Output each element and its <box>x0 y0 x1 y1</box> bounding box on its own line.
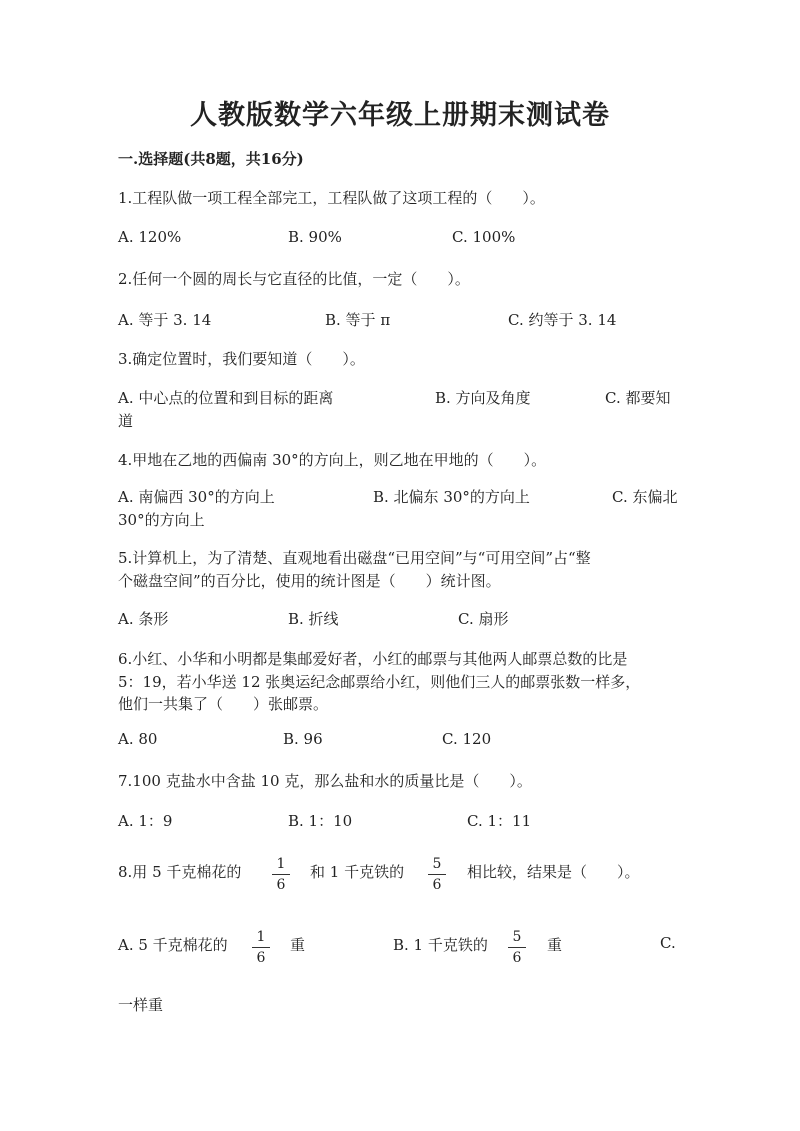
q4-option-c-wrap: 30°的方向上 <box>118 511 205 529</box>
q1-option-a[interactable]: A. 120% <box>118 228 182 246</box>
q4-option-b[interactable]: B. 北偏东 30°的方向上 <box>373 488 530 506</box>
question-6-stem-line-1: 6.小红、小华和小明都是集邮爱好者，小红的邮票与其他两人邮票总数的比是 <box>118 650 628 668</box>
q8-option-a-suffix: 重 <box>290 936 306 954</box>
q3-option-c[interactable]: C. 都要知 <box>605 389 671 407</box>
q8-option-b-fraction-numerator: 5 <box>512 929 522 945</box>
q8-fraction-1-numerator: 1 <box>276 856 286 872</box>
q8-option-c[interactable]: C. <box>660 934 676 952</box>
question-7-stem: 7.100 克盐水中含盐 10 克，那么盐和水的质量比是（ ）。 <box>118 772 532 790</box>
q1-option-b[interactable]: B. 90% <box>288 228 342 246</box>
q8-fraction-2 <box>428 856 446 893</box>
q2-option-a[interactable]: A. 等于 3. 14 <box>118 311 212 329</box>
q2-option-c[interactable]: C. 约等于 3. 14 <box>508 311 617 329</box>
question-3-stem: 3.确定位置时，我们要知道（ ）。 <box>118 350 365 368</box>
q8-option-a-fraction-denominator: 6 <box>256 950 266 966</box>
q4-option-c[interactable]: C. 东偏北 <box>612 488 678 506</box>
page-title: 人教版数学六年级上册期末测试卷 <box>190 100 610 131</box>
question-5-stem-line-1: 5.计算机上，为了清楚、直观地看出磁盘“已用空间”与“可用空间”占“整 <box>118 549 591 567</box>
q5-option-c[interactable]: C. 扇形 <box>458 610 509 628</box>
q8-option-b-fraction-denominator: 6 <box>512 950 522 966</box>
question-5-stem-line-2: 个磁盘空间”的百分比，使用的统计图是（ ）统计图。 <box>118 572 501 590</box>
q7-option-b[interactable]: B. 1：10 <box>288 812 353 830</box>
q8-fraction-1-denominator: 6 <box>276 877 286 893</box>
question-6-stem-line-2: 5：19，若小华送 12 张奥运纪念邮票给小红，则他们三人的邮票张数一样多， <box>118 673 641 691</box>
question-2-stem: 2.任何一个圆的周长与它直径的比值，一定（ ）。 <box>118 270 470 288</box>
q8-fraction-2-denominator: 6 <box>432 877 442 893</box>
question-1-stem: 1.工程队做一项工程全部完工，工程队做了这项工程的（ ）。 <box>118 189 545 207</box>
q2-option-b[interactable]: B. 等于 π <box>325 311 391 329</box>
q8-option-b-fraction <box>508 929 526 966</box>
q8-option-a-fraction-numerator: 1 <box>256 929 266 945</box>
q8-fraction-1 <box>272 856 290 893</box>
q3-option-b[interactable]: B. 方向及角度 <box>435 389 531 407</box>
q8-fraction-2-numerator: 5 <box>432 856 442 872</box>
q6-option-a[interactable]: A. 80 <box>118 730 158 748</box>
q1-option-c[interactable]: C. 100% <box>452 228 516 246</box>
q8-option-a-fraction <box>252 929 270 966</box>
question-8-stem-part-2: 和 1 千克铁的 <box>310 863 405 881</box>
q8-option-a[interactable]: A. 5 千克棉花的 <box>118 936 228 954</box>
q8-option-c-wrap: 一样重 <box>118 996 164 1014</box>
question-8-stem-part-3: 相比较，结果是（ ）。 <box>467 863 640 881</box>
q3-option-c-wrap: 道 <box>118 412 134 430</box>
section-heading: 一.选择题(共8题，共16分) <box>118 150 304 168</box>
question-4-stem: 4.甲地在乙地的西偏南 30°的方向上，则乙地在甲地的（ ）。 <box>118 451 547 469</box>
q6-option-b[interactable]: B. 96 <box>283 730 323 748</box>
q4-option-a[interactable]: A. 南偏西 30°的方向上 <box>118 488 275 506</box>
q7-option-c[interactable]: C. 1：11 <box>467 812 532 830</box>
q7-option-a[interactable]: A. 1：9 <box>118 812 173 830</box>
q5-option-b[interactable]: B. 折线 <box>288 610 339 628</box>
question-8-stem-part-1: 8.用 5 千克棉花的 <box>118 863 242 881</box>
q8-option-b-suffix: 重 <box>547 936 563 954</box>
question-6-stem-line-3: 他们一共集了（ ）张邮票。 <box>118 695 329 713</box>
q8-option-b[interactable]: B. 1 千克铁的 <box>393 936 488 954</box>
q3-option-a[interactable]: A. 中心点的位置和到目标的距离 <box>118 389 334 407</box>
q5-option-a[interactable]: A. 条形 <box>118 610 169 628</box>
q6-option-c[interactable]: C. 120 <box>442 730 492 748</box>
